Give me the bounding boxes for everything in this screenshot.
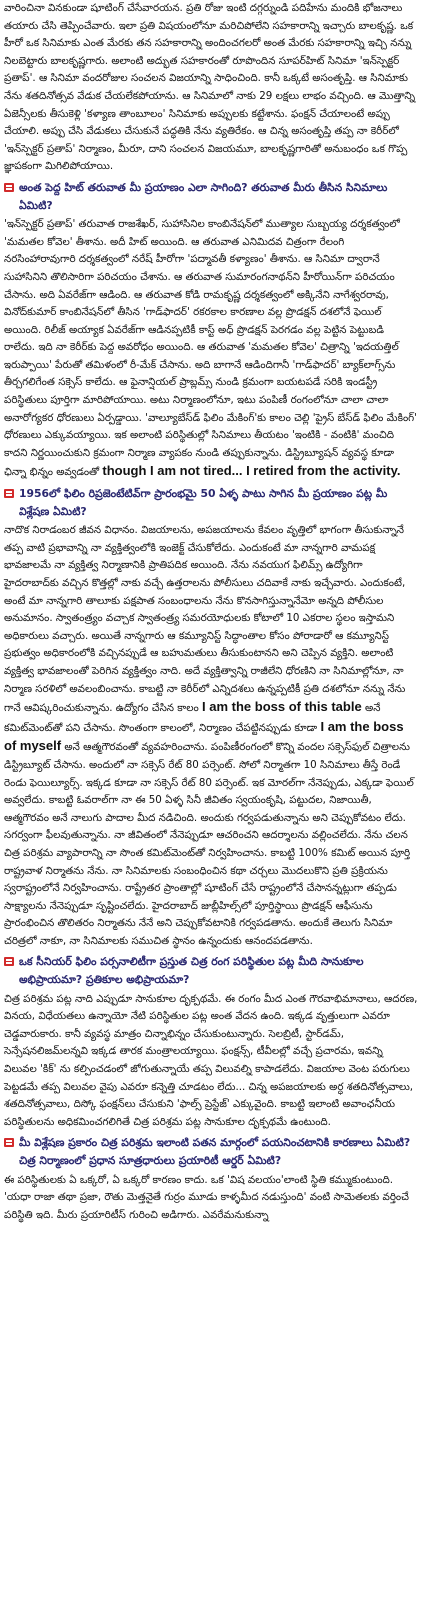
answer-paragraph-2 bbox=[4, 522, 418, 950]
red-bullet-icon bbox=[4, 957, 14, 966]
paragraph-intro bbox=[4, 0, 418, 176]
paragraph-text: 'ఇన్‌స్పెక్టర్ ప్రతాప్' తరువాత రాజశేఖర్, సుహాసినిల కాంబినేషన్‌లో ముత్యాల సుబ్బయ్య దర్శకత్వంలో 'మమతల కోవెల' తీశాను. అదీ హిట్ అయింది. ఆ తరువాత ఎనిమిదవ చిత్రంగా రేలంగి నరసింహారావుగారి దర్శకత్వంలో నరేష్ హీరోగా 'పద్మావతీ కళ్యాణం' తీశాను. ఆ సినిమా ద్వారానే సుహాసినిని తొలిసారిగా పరిచయం చేశాను. ఆ తరువాత సుమారంగనాథన్‌ని హీరోయిన్‌గా పరిచయం చేసాను. అది ఏవరేజ్‌గా ఆడింది. ఆ తరువాత కోడి రామకృష్ణ దర్శకత్వంలో అక్కినేని నాగేశ్వరరావు, వినోద్‌కుమార్ కాంబినేషన్‌లో తీసిన 'గాడ్‌ఫాదర్' రకరకాల కారణాల వల్ల ప్రొడక్షన్ దశలోనే ఫెయిల్ అయింది. రిలీజ్ అయ్యాక ఏవరేజ్‌గా ఆడినప్పటికీ కాస్ట్ అధ్ ప్రొడక్షన్ పెరగడం వల్ల పెట్టిన పెట్టుబడి రాలేదు. ఇది నా కెరీర్‌కు పెద్ద అవరోధం అయింది. ఆ తరువాత 'మమతల కోవెల' చిత్రాన్ని 'ఇదయత్తిల్ ఇరుప్పాయి' పేరుతో తమిళంలో రీ-మేక్ చేసాను. అది బాగానే ఆడిందిగానీ 'గాడ్‌ఫాదర్' బ్యాక్‌లాగ్స్‌ను తీర్చగలిగేంత సక్సెస్ కాలేదు. ఆ ఫైనాన్షియల్ ప్రాబ్లమ్స్ నుండి క్రమంగా బయటపడే సరికి ఇండస్ట్రీ పరిస్థితులు పూర్తిగా మారిపోయాయి. అటు నిర్మాణంలోనూ, ఇటు పంపిణీ రంగంలోనూ చాలా చాలా అనారోగ్యకర ధోరణులు ఏర్పడ్డాయి. 'వాల్యూబేస్‌డ్ ఫిలిం మేకింగ్'కు కాలం చెల్లి 'ప్రైస్ బేస్‌డ్ ఫిలిం మేకింగ్' ధోరణులు ఎక్కువయ్యాయి. ఇక అలాంటి పరిస్థితుల్లో సినిమాలు తీయటం 'ఇంటికి - వంటికి' మంచిది కాదని నిర్ణయించుకుని క్రమంగా నిర్మాణ వ్యాపకం నుండి తప్పుకున్నాను. డిస్ట్రిబ్యూషన్ వ్యవస్థ కూడా ఛిన్నా భిన్నం అవ్వడంతో bbox=[4, 218, 417, 479]
paragraph-text: అనే కమిట్‌మెంట్‌తో పని చేసాను. సొంతంగా కాలంలో, నిర్మాణం చేపట్టినప్పుడు కూడా bbox=[4, 702, 381, 734]
english-quote: I am the boss of this table bbox=[202, 699, 362, 715]
answer-paragraph-4 bbox=[4, 1172, 418, 1225]
question-text: ఒక సీనియర్ ఫిలిం పర్సనాలిటీగా ప్రస్తుత చిత్ర రంగ పరిస్థితుల పట్ల మీది సానుకూల అభిప్రాయమా? ప్రతికూల అభిప్రాయమా? bbox=[19, 955, 364, 987]
question-text: 1956లో ఫిలిం రిప్రజెంటేటివ్‌గా ప్రారంభమై 50 ఏళ్ళ పాటు సాగిన మీ ప్రయాణం పట్ల మీ విశ్లేషణ ఏమిటి? bbox=[19, 487, 388, 518]
red-bullet-icon bbox=[4, 1138, 14, 1147]
paragraph-text: ఈ పరిస్థితులకు ఏ ఒక్కరో, ఏ ఒక్కరో కారణం కాదు. ఒక 'విష వలయం'లాంటి స్థితి కమ్ముకుంటుంది. 'యధా రాజా తథా ప్రజా, రౌతు మెత్తనైతే గుర్రం మూడు కాళ్ళమీద నడుస్తుంది' వంటి సామెతలకు వర్తించే పరిస్థితి ఇది. మీరు ప్రయారిటీస్ గురించి అడిగారు. ఎవరేమనుకున్నా bbox=[4, 1173, 409, 1221]
red-bullet-icon bbox=[4, 183, 14, 192]
question-heading-4 bbox=[4, 1134, 418, 1169]
question-heading-2 bbox=[4, 485, 418, 520]
paragraph-text: నాదొక నిరాడంబర జీవన విధానం. విజయాలను, అపజయాలను కేవలం వృత్తిలో భాగంగా తీసుకున్నానే తప్ప వాటి ప్రభావాన్ని నా వ్యక్తిత్వంలోకి ఇంజెక్ట్ చేసుకోలేదు. ఎందుకంటే మా నాన్నగారి వామపక్ష భావజాలమే నా వ్యక్తిత్వ నిర్మాణానికి ప్రాతిపదిక అయింది. నేను నవయుగ ఫిలిమ్స్ ఉద్యోగిగా హైదరాబాద్‌కు వచ్చిన కొత్తల్లో నాకు వచ్చే ఉత్తరాలను పోలీసులు చదివాకే నాకు ఇచ్చేవారు. ఎందుకంటే, అంటే మా నాన్నగారి తాలూకు పక్షపాత సంబంధాలను నేను కొనసాగిస్తున్నానేమో అన్నది పోలీసుల అనుమానం. స్వాతంత్ర్యం వచ్చాక స్వాతంత్ర్య సమరయోధులకు కోటాలో 10 ఎకరాల స్థలం ఇస్తామని అధికారులు వచ్చారు. అయితే నాన్నగారు ఆ కమ్యూనిస్ట్ సిద్ధాంతాల కోసం పోరాడారో ఆ కమ్యూనిస్ట్ ప్రభుత్వం అధికారంలోకి వచ్చినప్పుడే ఆ బహుమతులు తీసుకుంటానని అని చెప్పిన వ్యక్తిని. అలాంటి వ్యక్తిత్వ భావజాలంతో పెరిగిన వ్యక్తిత్వం నాది. అదే వ్యక్తిత్వాన్ని రాజీలేని ధోరణిని నా సినిమాల్లోనూ, నా నిర్మాణ సరళిలో అవలంబించాను. కాబట్టి నా కెరీర్‌లో ఎన్నిదశలు ఉన్నప్పటికీ ప్రతి దశలోనూ నన్ను నేను గానే ఆవిష్కరించుకున్నాను. ఉద్యోగం చేసిన కాలం bbox=[4, 524, 406, 715]
red-bullet-icon bbox=[4, 489, 14, 498]
paragraph-text: వారించినా వినకుండా షూటింగ్ చేసేవారయన. ప్రతి రోజు ఇంటి దగ్గర్నుండి పదిహేను మందికి భోజనాలు తయారు చేసి తెప్పించేవారు. ఇలా ప్రతి విషయంలోనూ మరిచిపోలేని సహకారాన్ని ఇచ్చారు బాలకృష్ణ. ఒక హీరో ఒక సినిమాకు ఎంత మేరకు తన సహకారాన్ని అందించగలరో అంత మేరకు సహకారాన్ని ఇచ్చి నన్ను నిలబెట్టారు బాలకృష్ణగారు. అలాంటి అద్భుత సహకారంతో రూపొందిన సూపర్‌హిట్ సినిమా 'ఇన్‌స్పెక్టర్ ప్రతాప్'. ఆ సినిమా వందరోజుల సంచలన విజయాన్ని సాధించింది. కానీ ఒక్కటే అసంతృప్తి. ఆ సినిమాకు నేను శతదినోత్సవ వేడుక చేయలేకపోయాను. ఆ సినిమాలో నాకు 29 లక్షలు లాభం వచ్చింది. ఆ మొత్తాన్ని ఏజెన్సీలకు తీసుకెళ్లి 'కళ్యాణ తాంబూలం' సినిమాకు అప్పులకు కట్టేశాను. ఫంక్షన్ చేయాలంటే అప్పు చేయాలి. అప్పు చేసి వేడుకలు చేసుకునే పద్ధతికి నేను వ్యతిరేకం. ఆ చిన్న అసంతృప్తి తప్ప నా కెరీర్‌లో 'ఇన్‌స్పెక్టర్ ప్రతాప్' నిర్మాణం, మీరూ, దాని సంచలన విజయమూ, బాలకృష్ణగారితో అనుబంధం ఒక గొప్ప జ్ఞాపకంగా మిగిలిపోయాయి. bbox=[4, 2, 416, 173]
answer-paragraph-1 bbox=[4, 216, 418, 482]
question-heading-1 bbox=[4, 179, 418, 214]
question-heading-3 bbox=[4, 953, 418, 988]
question-text: అంత పెద్ద హిట్ తరువాత మీ ప్రయాణం ఎలా సాగింది? తరువాత మీరు తీసిన సినిమాలు ఏమిటి? bbox=[19, 180, 388, 212]
answer-paragraph-3 bbox=[4, 991, 418, 1132]
paragraph-text: అనే ఆత్మగౌరవంతో వ్యవహరించాను. పంపిణీరంగంలో కొన్ని వందల సక్సెస్‌ఫుల్ చిత్రాలను డిస్ట్రిబ్యూట్ చేసాను. అందులో నా సక్సెస్ రేట్ 80 పర్సెంట్. సోలో నిర్మాతగా 10 సినిమాలు తీస్తే రెండే రెండు ఫెయిల్యూర్స్. ఇక్కడ కూడా నా సక్సెస్ రేట్ 80 పర్సెంట్. ఇక మోరల్‌గా నేనెప్పుడు, ఎక్కడా ఫెయిల్ అవ్వలేదు. కాబట్టి ఓవరాల్‌గా నా ఈ 50 ఏళ్ళ సినీ జీవితం స్వయంకృషి, పట్టుదల, నిజాయితీ, ఆత్మగౌరవం అనే నాలుగు పాదాల మీద నడిచింది. అందుకు గర్వపడుతున్నాను అని చెప్పుకోవటం లేదు. సగర్వంగా ఫీలవుతున్నాను. నా జీవితంలో నేనెప్పుడూ ఆచరించని ఆదర్శాలను వల్లించలేదు. నేను చలన చిత్ర పరిశ్రమ వ్యాపారాన్ని నా సొంత కమిట్‌మెంట్‌తో నిర్వహించాను. కాబట్టి 100% కమిట్ అయిన పూర్తి రాష్ట్రవాళ నిర్మాతను నేను. నా సినిమాలకు సంబంధించిన కథా చర్చలు మొదలుకొని ప్రతి ప్రక్రియను స్వరాష్ట్రంలోనే నిర్వహించాను. రాష్ట్రేతర ప్రాంతాల్లో షూటింగ్ చేసే రాష్ట్రంలోనే చేసానన్నట్లుగా తప్పడు సాక్ష్యాలను నేనెప్పుడూ సృష్టించలేదు. హైదరాబాద్ జుబ్లీహిల్స్‌లో పూర్తిస్థాయి ప్రొడక్షన్ ఆఫీసును ప్రారంభించిన తొలితరం నిర్మాతను నేనే అని చెప్పుకోవటానికి గర్వపడతాను. అందుకే తెలుగు సినిమా చరిత్రలో నాకూ, నా సినిమాలకు సముచిత స్థానం ఉన్నందుకు ఆనందపడతాను. bbox=[4, 741, 414, 947]
paragraph-text: చిత్ర పరిశ్రమ పట్ల నాది ఎప్పుడూ సానుకూల దృక్పథమే. ఈ రంగం మీద ఎంత గౌరవాభిమానాలు, ఆదరణ, వినయ, విధేయతలు ఉన్నాయో నేటి పరిస్థితుల పట్ల అంత వేదన ఉంది. ఇక్కడ వృత్తులుగా ఎవరూ చెడ్డవారుకారు. కానీ వ్యవస్థ మాత్రం చిన్నాభిన్నం చేసుకుంటున్నారు. సెలబ్రిటీ, స్టార్‌డమ్, సెన్సేషనలిజమ్‌లన్నవి ఇక్కడ తారక మంత్రాలయ్యాయి. ఫంక్షన్స్, టీవీలల్లో వచ్చే ప్రచారమ, ఇవన్ని విలువల 'కిక్' ను కల్పించడంలో జోగుతున్నాయే తప్ప విలువల్ని కాపాడలేదు. విజయాల వెంట పరుగులు పెట్టడమే తప్ప విలువల వైపు ఎవరూ కన్నెత్తి చూడటం లేదు... చిన్న అపజయాలకు అర్ధ శతదినోత్సవాలు, శతదినోత్సవాలు, దిస్కో ఫంక్షన్‌లు చేసుకుని 'ఫాల్స్ ప్రెస్టేజ్' ఎక్కువైంది. కాబట్టి ఇలాంటి అవాంఛనీయ పరిస్థితులను అధికమించగలిగితే చిత్ర పరిశ్రమ పట్ల సానుకూల దృక్పథమే ఉంటుంది. bbox=[4, 992, 418, 1128]
question-text: మీ విశ్లేషణ ప్రకారం చిత్ర పరిశ్రమ ఇలాంటి పతన మార్గంలో పయనించటానికి కారణాలు ఏమిటి? చిత్ర నిర్మాణంలో ప్రధాన సూత్రధారులు ప్రయారిటీ ఆర్డర్ ఏమిటి? bbox=[19, 1136, 411, 1167]
english-quote: though I am not tired... I retired from the activity. bbox=[102, 463, 401, 479]
english-quote: I am the boss of myself bbox=[4, 718, 404, 754]
